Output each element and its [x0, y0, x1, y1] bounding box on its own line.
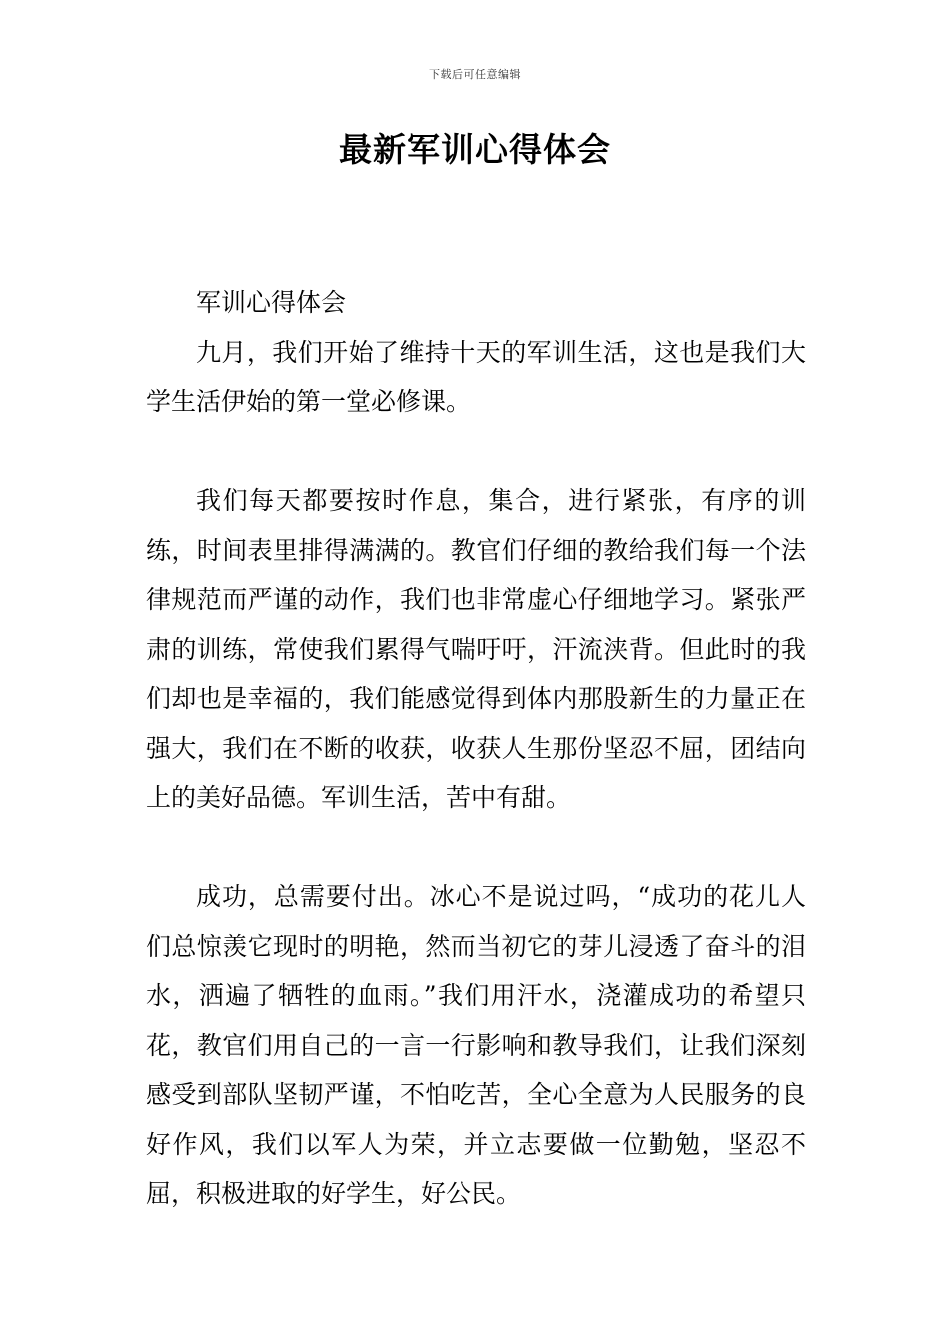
- document-title: 最新军训心得体会: [339, 130, 611, 169]
- paragraph-subtitle: 军训心得体会: [196, 288, 347, 317]
- paragraph: 九月，我们开始了维持十天的军训生活，这也是我们大学生活伊始的第一堂必修课。: [146, 337, 806, 416]
- document-body: [146, 278, 806, 1219]
- header-note: 下载后可任意编辑: [429, 68, 521, 81]
- paragraph: 我们每天都要按时作息，集合，进行紧张，有序的训练，时间表里排得满满的。教官们仔细的教给我们每一个法律规范而严谨的动作，我们也非常虚心仔细地学习。紧张严肃的训练，常使我们累得气喘吁吁，汗流浃背。但此时的我们却也是幸福的，我们能感觉得到体内那股新生的力量正在强大，我们在不断的收获，收获人生那份坚忍不屈，团结向上的美好品德。军训生活，苦中有甜。: [146, 486, 806, 812]
- paragraph: 成功，总需要付出。冰心不是说过吗，“成功的花儿人们总惊羡它现时的明艳，然而当初它的芽儿浸透了奋斗的泪水，洒遍了牺牲的血雨。”我们用汗水，浇灌成功的希望只花，教官们用自己的一言一行影响和教导我们，让我们深刻感受到部队坚韧严谨，不怕吃苦，全心全意为人民服务的良好作风，我们以军人为荣，并立志要做一位勤勉，坚忍不屈，积极进取的好学生，好公民。: [146, 882, 806, 1208]
